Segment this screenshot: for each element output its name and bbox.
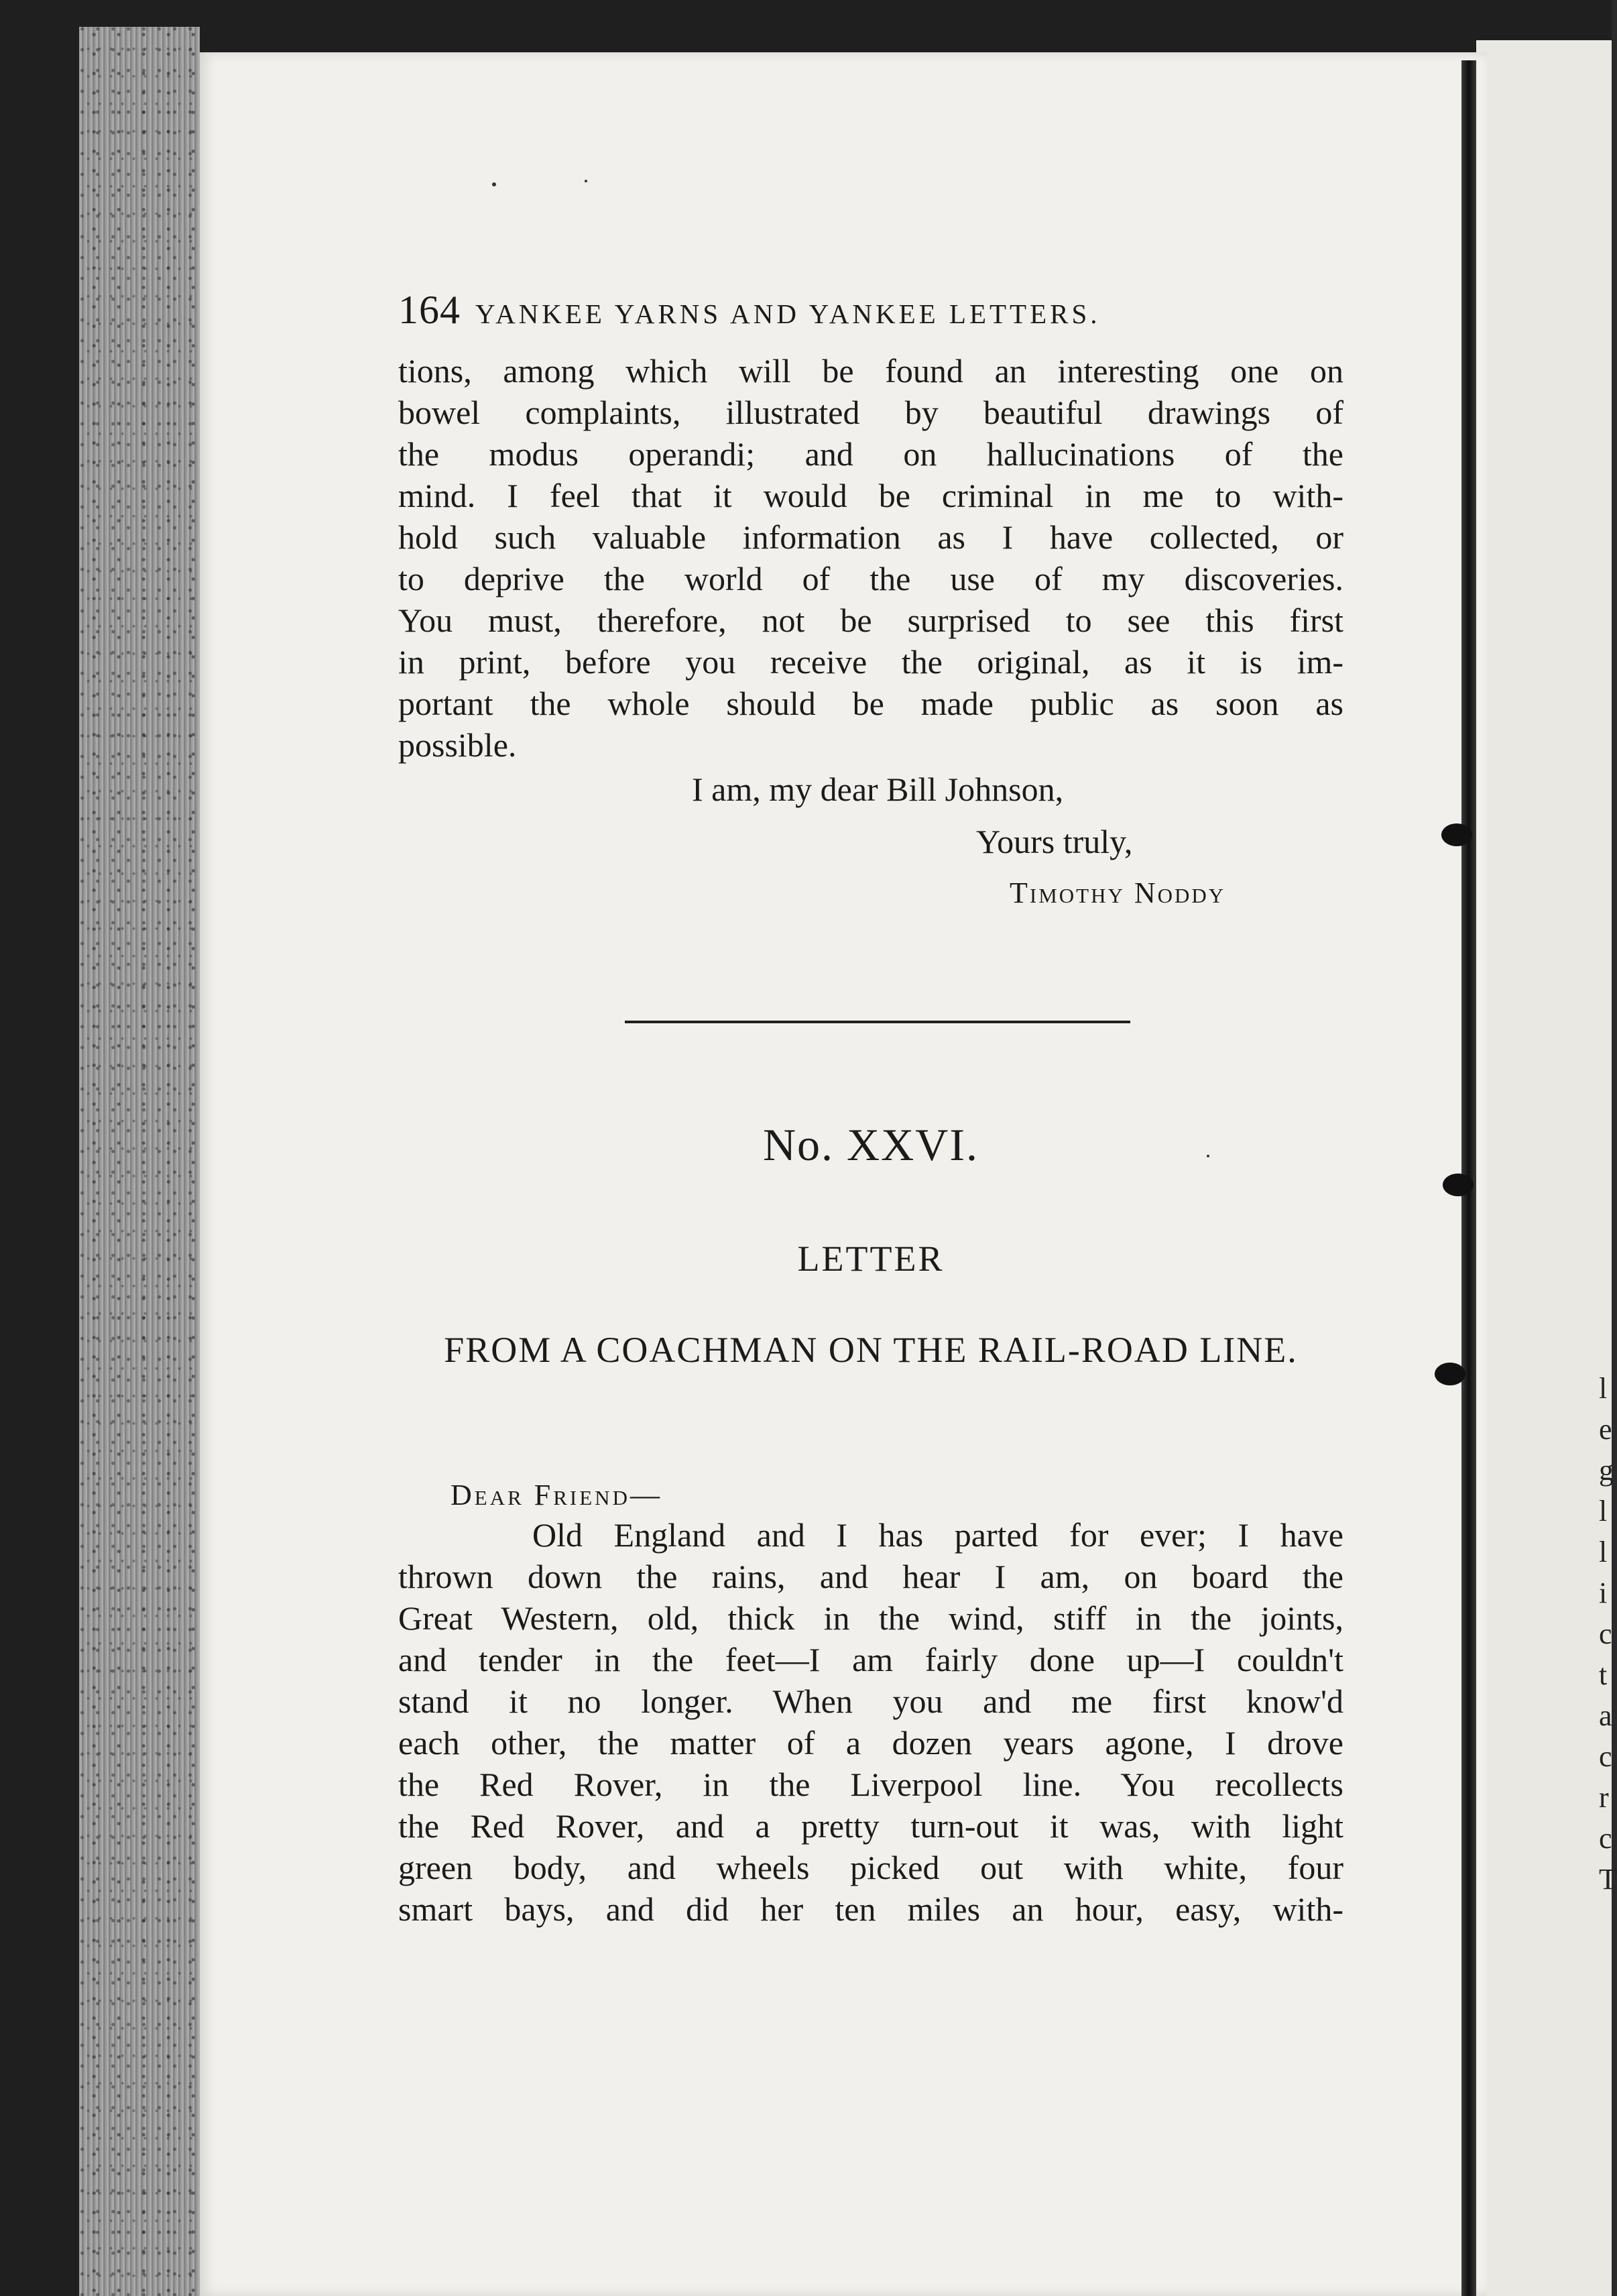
text-line: Great Western, old, thick in the wind, stiff in the joints, <box>398 1599 1343 1637</box>
facing-page-letter: e <box>1599 1413 1612 1446</box>
body-paragraph <box>398 1514 1343 1930</box>
facing-page-text <box>1599 1368 1617 1900</box>
running-title: YANKEE YARNS AND YANKEE LETTERS. <box>475 298 1101 329</box>
facing-page-letter: r <box>1599 1781 1609 1814</box>
text-line: hold such valuable information as I have collected, or <box>398 518 1343 556</box>
book-page-edges <box>79 27 200 2296</box>
salutation: Dear Friend— <box>451 1479 662 1511</box>
facing-page-letter: a <box>1599 1699 1612 1732</box>
binding-thread-3 <box>1435 1363 1465 1385</box>
page-number: 164 <box>398 288 461 332</box>
text-line: and tender in the feet—I am fairly done up—I couldn't <box>398 1641 1343 1678</box>
facing-page-letter: c <box>1599 1617 1612 1650</box>
facing-page <box>1476 40 1617 2296</box>
page-speck <box>492 182 496 186</box>
text-line: tions, among which will be found an interesting one on <box>398 352 1343 390</box>
facing-page-letter: t <box>1599 1658 1608 1691</box>
facing-page-letter: l <box>1599 1372 1608 1405</box>
section-divider <box>625 1021 1130 1023</box>
section-kind: LETTER <box>797 1239 945 1279</box>
text-line: thrown down the rains, and hear I am, on board the <box>398 1558 1343 1595</box>
text-line: green body, and wheels picked out with white, four <box>398 1849 1343 1886</box>
facing-page-letter: l <box>1599 1536 1608 1568</box>
text-line: the Red Rover, in the Liverpool line. You recollects <box>398 1766 1343 1803</box>
section-number: No. XXVI. <box>762 1119 979 1170</box>
text-line: in print, before you receive the original, as it is im- <box>398 643 1343 681</box>
text-line: stand it no longer. When you and me first know'd <box>398 1682 1343 1720</box>
facing-page-letter: c <box>1599 1822 1612 1855</box>
text-line: the Red Rover, and a pretty turn-out it was, with light <box>398 1807 1343 1845</box>
closing-line-2: Yours truly, <box>976 823 1133 860</box>
facing-page-letter: l <box>1599 1495 1608 1528</box>
facing-page-letter: c <box>1599 1740 1612 1773</box>
closing-line-1: I am, my dear Bill Johnson, <box>692 770 1064 808</box>
binding-thread-1 <box>1441 823 1472 846</box>
signature: Timothy Noddy <box>1010 876 1226 909</box>
facing-page-letter: i <box>1599 1576 1608 1609</box>
text-line: You must, therefore, not be surprised to see this first <box>398 601 1343 639</box>
running-head <box>398 287 1343 334</box>
text-line: Old England and I has parted for ever; I have <box>532 1516 1343 1554</box>
facing-page-letter: g <box>1599 1454 1614 1487</box>
text-line: to deprive the world of the use of my discoveries. <box>398 560 1343 597</box>
binding-thread-2 <box>1443 1173 1474 1196</box>
text-line: bowel complaints, illustrated by beautiful drawings of <box>398 394 1343 431</box>
facing-page-letter: T <box>1599 1863 1617 1896</box>
section-subtitle: FROM A COACHMAN ON THE RAIL-ROAD LINE. <box>444 1330 1298 1370</box>
text-line: possible. <box>398 726 517 764</box>
text-line: smart bays, and did her ten miles an hour, easy, with- <box>398 1890 1343 1928</box>
text-line: the modus operandi; and on hallucinations of the <box>398 435 1343 473</box>
top-paragraph <box>398 350 1343 766</box>
text-line: each other, the matter of a dozen years agone, I drove <box>398 1724 1343 1762</box>
page-speck <box>585 180 587 182</box>
text-line: portant the whole should be made public as soon as <box>398 685 1343 722</box>
text-line: mind. I feel that it would be criminal in me to with- <box>398 477 1343 514</box>
